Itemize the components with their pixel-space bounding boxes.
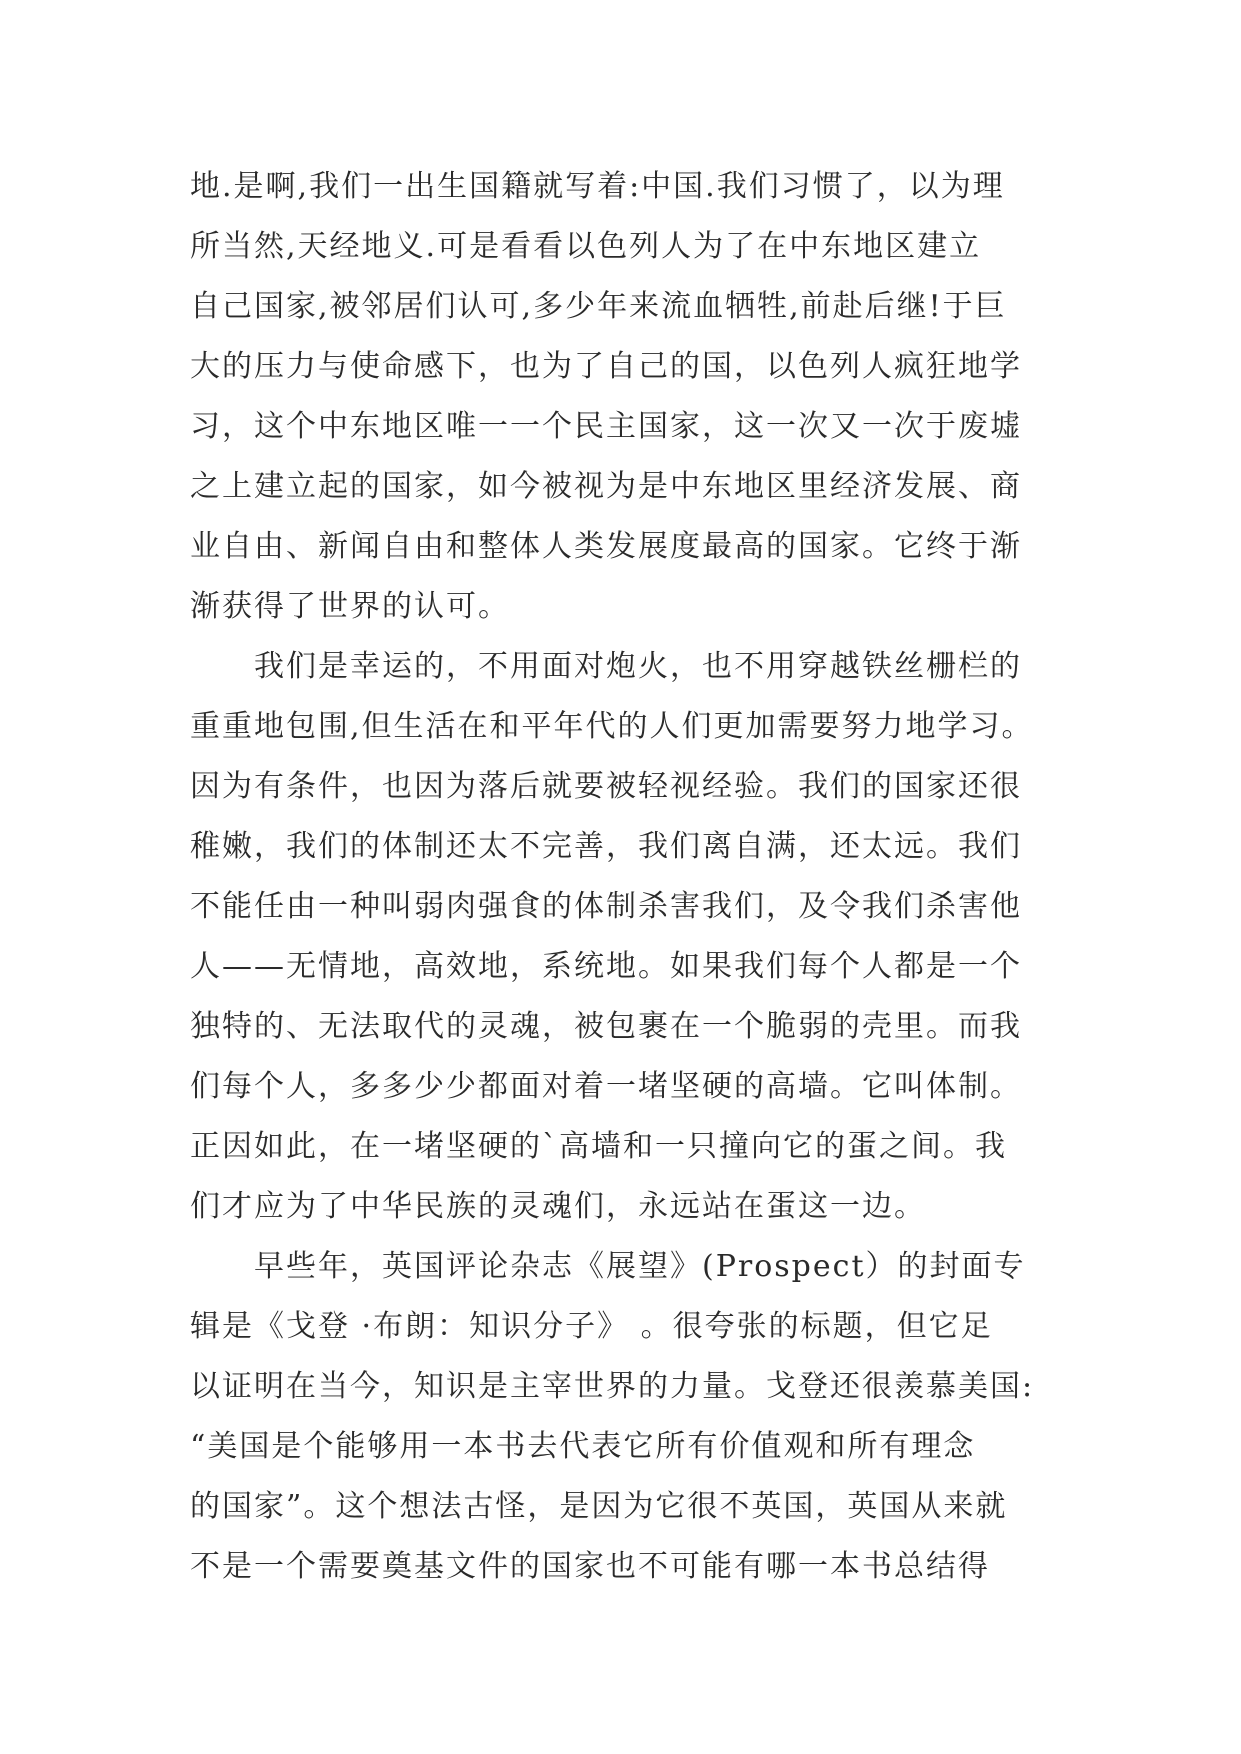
text-line: “美国是个能够用一本书去代表它所有价值观和所有理念 — [190, 1429, 976, 1464]
text-line: 们才应为了中华民族的灵魂们，永远站在蛋这一边。 — [190, 1189, 926, 1224]
text-line: 所当然,天经地义.可是看看以色列人为了在中东地区建立 — [190, 229, 982, 264]
text-line: 之上建立起的国家，如今被视为是中东地区里经济发展、商 — [190, 469, 1022, 504]
text-line: 不是一个需要奠基文件的国家也不可能有哪一本书总结得 — [190, 1549, 990, 1584]
text-line: 习，这个中东地区唯一一个民主国家，这一次又一次于废墟 — [190, 409, 1022, 444]
text-line: 我们是幸运的，不用面对炮火，也不用穿越铁丝栅栏的 — [190, 649, 1022, 684]
text-line: 地.是啊,我们一出生国籍就写着:中国.我们习惯了，以为理 — [190, 169, 1005, 204]
text-line: 因为有条件，也因为落后就要被轻视经验。我们的国家还很 — [190, 769, 1022, 804]
text-line: 业自由、新闻自由和整体人类发展度最高的国家。它终于渐 — [190, 529, 1022, 564]
text-line: 重重地包围,但生活在和平年代的人们更加需要努力地学习。 — [190, 709, 1034, 744]
text-line: 辑是《戈登 ·布朗：知识分子》 。很夸张的标题，但它足 — [190, 1309, 993, 1344]
text-line: 独特的、无法取代的灵魂，被包裹在一个脆弱的壳里。而我 — [190, 1009, 1022, 1044]
text-line: 大的压力与使命感下，也为了自己的国，以色列人疯狂地学 — [190, 349, 1022, 384]
text-line: 的国家”。这个想法古怪，是因为它很不英国，英国从来就 — [190, 1489, 1008, 1524]
text-line: 不能任由一种叫弱肉强食的体制杀害我们，及令我们杀害他 — [190, 889, 1022, 924]
text-line: 渐获得了世界的认可。 — [190, 589, 510, 624]
text-line: 人——无情地，高效地，系统地。如果我们每个人都是一个 — [190, 949, 1022, 984]
text-line: 自己国家,被邻居们认可,多少年来流血牺牲,前赴后继!于巨 — [190, 289, 1007, 324]
text-line: 稚嫩，我们的体制还太不完善，我们离自满，还太远。我们 — [190, 829, 1022, 864]
body-text — [190, 157, 1070, 1597]
text-line: 正因如此，在一堵坚硬的`高墙和一只撞向它的蛋之间。我 — [190, 1129, 1007, 1164]
text-line: 以证明在当今，知识是主宰世界的力量。戈登还很羡慕美国: — [190, 1369, 1035, 1404]
text-line: 们每个人，多多少少都面对着一堵坚硬的高墙。它叫体制。 — [190, 1069, 1022, 1104]
text-line: 早些年，英国评论杂志《展望》(Prospect）的封面专 — [190, 1249, 1026, 1284]
